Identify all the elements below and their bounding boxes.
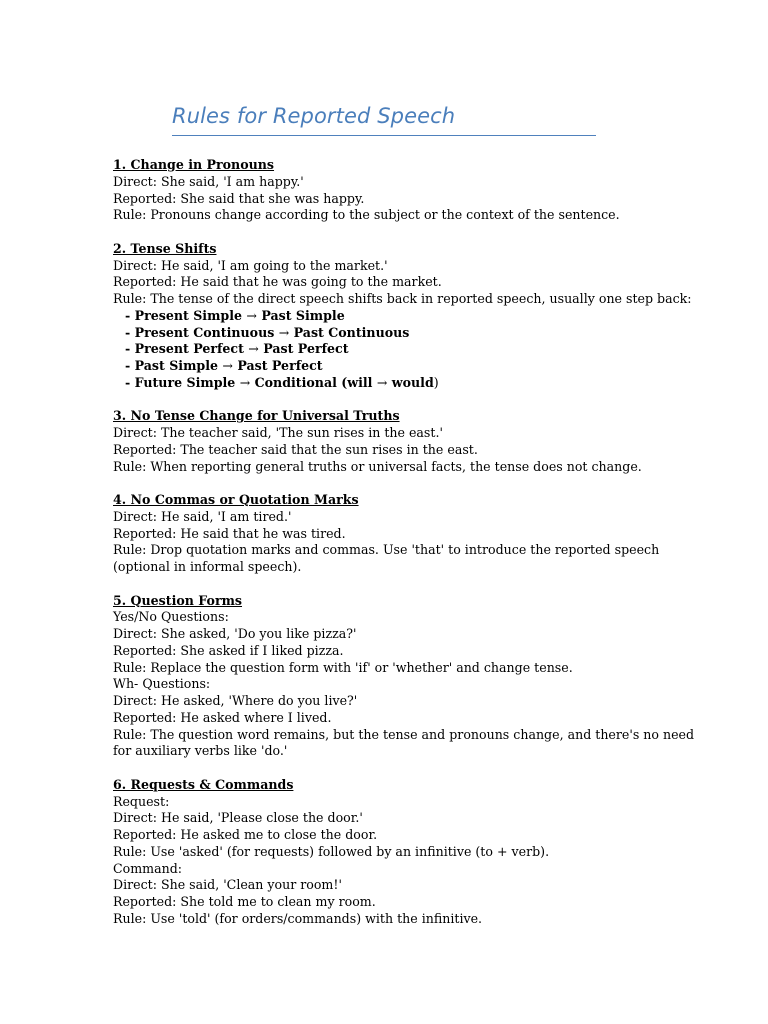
tense-shift-item: [113, 358, 653, 375]
section-5-yes-no-label: Yes/No Questions:: [113, 609, 229, 625]
section-6-rule-2: Rule: Use 'told' (for orders/commands) with the infinitive.: [113, 910, 483, 926]
tense-shift-item: [113, 308, 653, 325]
section-6-heading: 6. Requests & Commands: [113, 776, 294, 792]
section-6-reported-2: Reported: She told me to clean my room.: [113, 894, 376, 909]
section-6-reported-1: Reported: He asked me to close the door.: [113, 827, 378, 842]
section-1-heading: 1. Change in Pronouns: [113, 157, 275, 172]
title-underline: [172, 135, 596, 136]
section-4-heading: 4. No Commas or Quotation Marks: [113, 492, 359, 507]
arrow-icon: →: [239, 374, 251, 390]
arrow-icon: →: [376, 374, 388, 390]
arrow-icon: →: [246, 307, 257, 323]
section-2-rule: Rule: The tense of the direct speech shifts back in reported speech, usually one step back:: [113, 291, 692, 306]
section-5-direct-2: Direct: He asked, 'Where do you live?': [113, 693, 358, 708]
section-1-direct: Direct: She said, 'I am happy.': [113, 173, 304, 189]
spacer: [113, 392, 653, 409]
section-2-direct: Direct: He said, 'I am going to the market.': [113, 257, 388, 273]
section-2-reported: Reported: He said that he was going to the market.: [113, 274, 442, 290]
spacer: [113, 224, 653, 241]
section-2-heading: 2. Tense Shifts: [113, 240, 217, 256]
section-5-reported-2: Reported: He asked where I lived.: [113, 709, 332, 725]
section-6-command-label: Command:: [113, 860, 183, 876]
arrow-icon: →: [222, 358, 233, 373]
section-5-wh-label: Wh- Questions:: [113, 676, 211, 692]
section-3-rule: Rule: When reporting general truths or universal facts, the tense does not change.: [113, 458, 642, 474]
section-5-rule-1: Rule: Replace the question form with 'if' or 'whether' and change tense.: [113, 659, 573, 675]
tense-from: - Future Simple: [125, 374, 240, 390]
spacer: [113, 760, 653, 777]
section-5-direct-1: Direct: She asked, 'Do you like pizza?': [113, 626, 357, 641]
tense-to: Conditional (will: [250, 374, 377, 390]
section-6-rule-1: Rule: Use 'asked' (for requests) followed by an infinitive (to + verb).: [113, 843, 550, 859]
spacer: [113, 475, 653, 492]
section-5-rule-2: Rule: The question word remains, but the tense and pronouns change, and there's no need: [113, 726, 695, 742]
section-1-rule: Rule: Pronouns change according to the subject or the context of the sentence.: [113, 207, 620, 223]
section-3-reported: Reported: The teacher said that the sun rises in the east.: [113, 441, 478, 457]
section-3-direct: Direct: The teacher said, 'The sun rises in the east.': [113, 425, 443, 440]
tense-from: - Past Simple: [125, 358, 223, 373]
tense-from: - Present Continuous: [125, 324, 279, 340]
tense-from: - Present Perfect: [125, 341, 249, 357]
section-3-heading: 3. No Tense Change for Universal Truths: [113, 408, 400, 424]
closing-paren: ): [433, 374, 439, 390]
section-5-heading: 5. Question Forms: [113, 592, 243, 608]
section-6-request-label: Request:: [113, 793, 170, 809]
arrow-icon: →: [278, 324, 290, 340]
section-4-reported: Reported: He said that he was tired.: [113, 525, 346, 541]
tense-to: Past Perfect: [232, 358, 323, 373]
tense-to: Past Simple: [256, 307, 345, 323]
spacer: [113, 576, 653, 593]
tense-shift-item: [113, 375, 653, 392]
section-6-direct-1: Direct: He said, 'Please close the door.': [113, 810, 363, 826]
section-5-rule-2-cont: for auxiliary verbs like 'do.': [113, 743, 288, 759]
section-4-rule: Rule: Drop quotation marks and commas. Use 'that' to introduce the reported speech: [113, 542, 660, 558]
section-6-direct-2: Direct: She said, 'Clean your room!': [113, 877, 342, 893]
section-1-reported: Reported: She said that she was happy.: [113, 190, 365, 206]
section-5-reported-1: Reported: She asked if I liked pizza.: [113, 642, 344, 658]
tense-to: Past Perfect: [258, 341, 349, 357]
tense-to: Past Continuous: [289, 324, 410, 340]
document-title: Rules for Reported Speech: [172, 104, 456, 128]
tense-shift-item: [113, 325, 653, 342]
section-4-direct: Direct: He said, 'I am tired.': [113, 508, 292, 524]
tense-shift-item: [113, 341, 653, 358]
document-body: [113, 157, 695, 928]
tense-to-modal: would: [387, 374, 434, 390]
section-4-rule-cont: (optional in informal speech).: [113, 559, 302, 574]
tense-from: - Present Simple: [125, 307, 247, 323]
arrow-icon: →: [248, 341, 259, 357]
